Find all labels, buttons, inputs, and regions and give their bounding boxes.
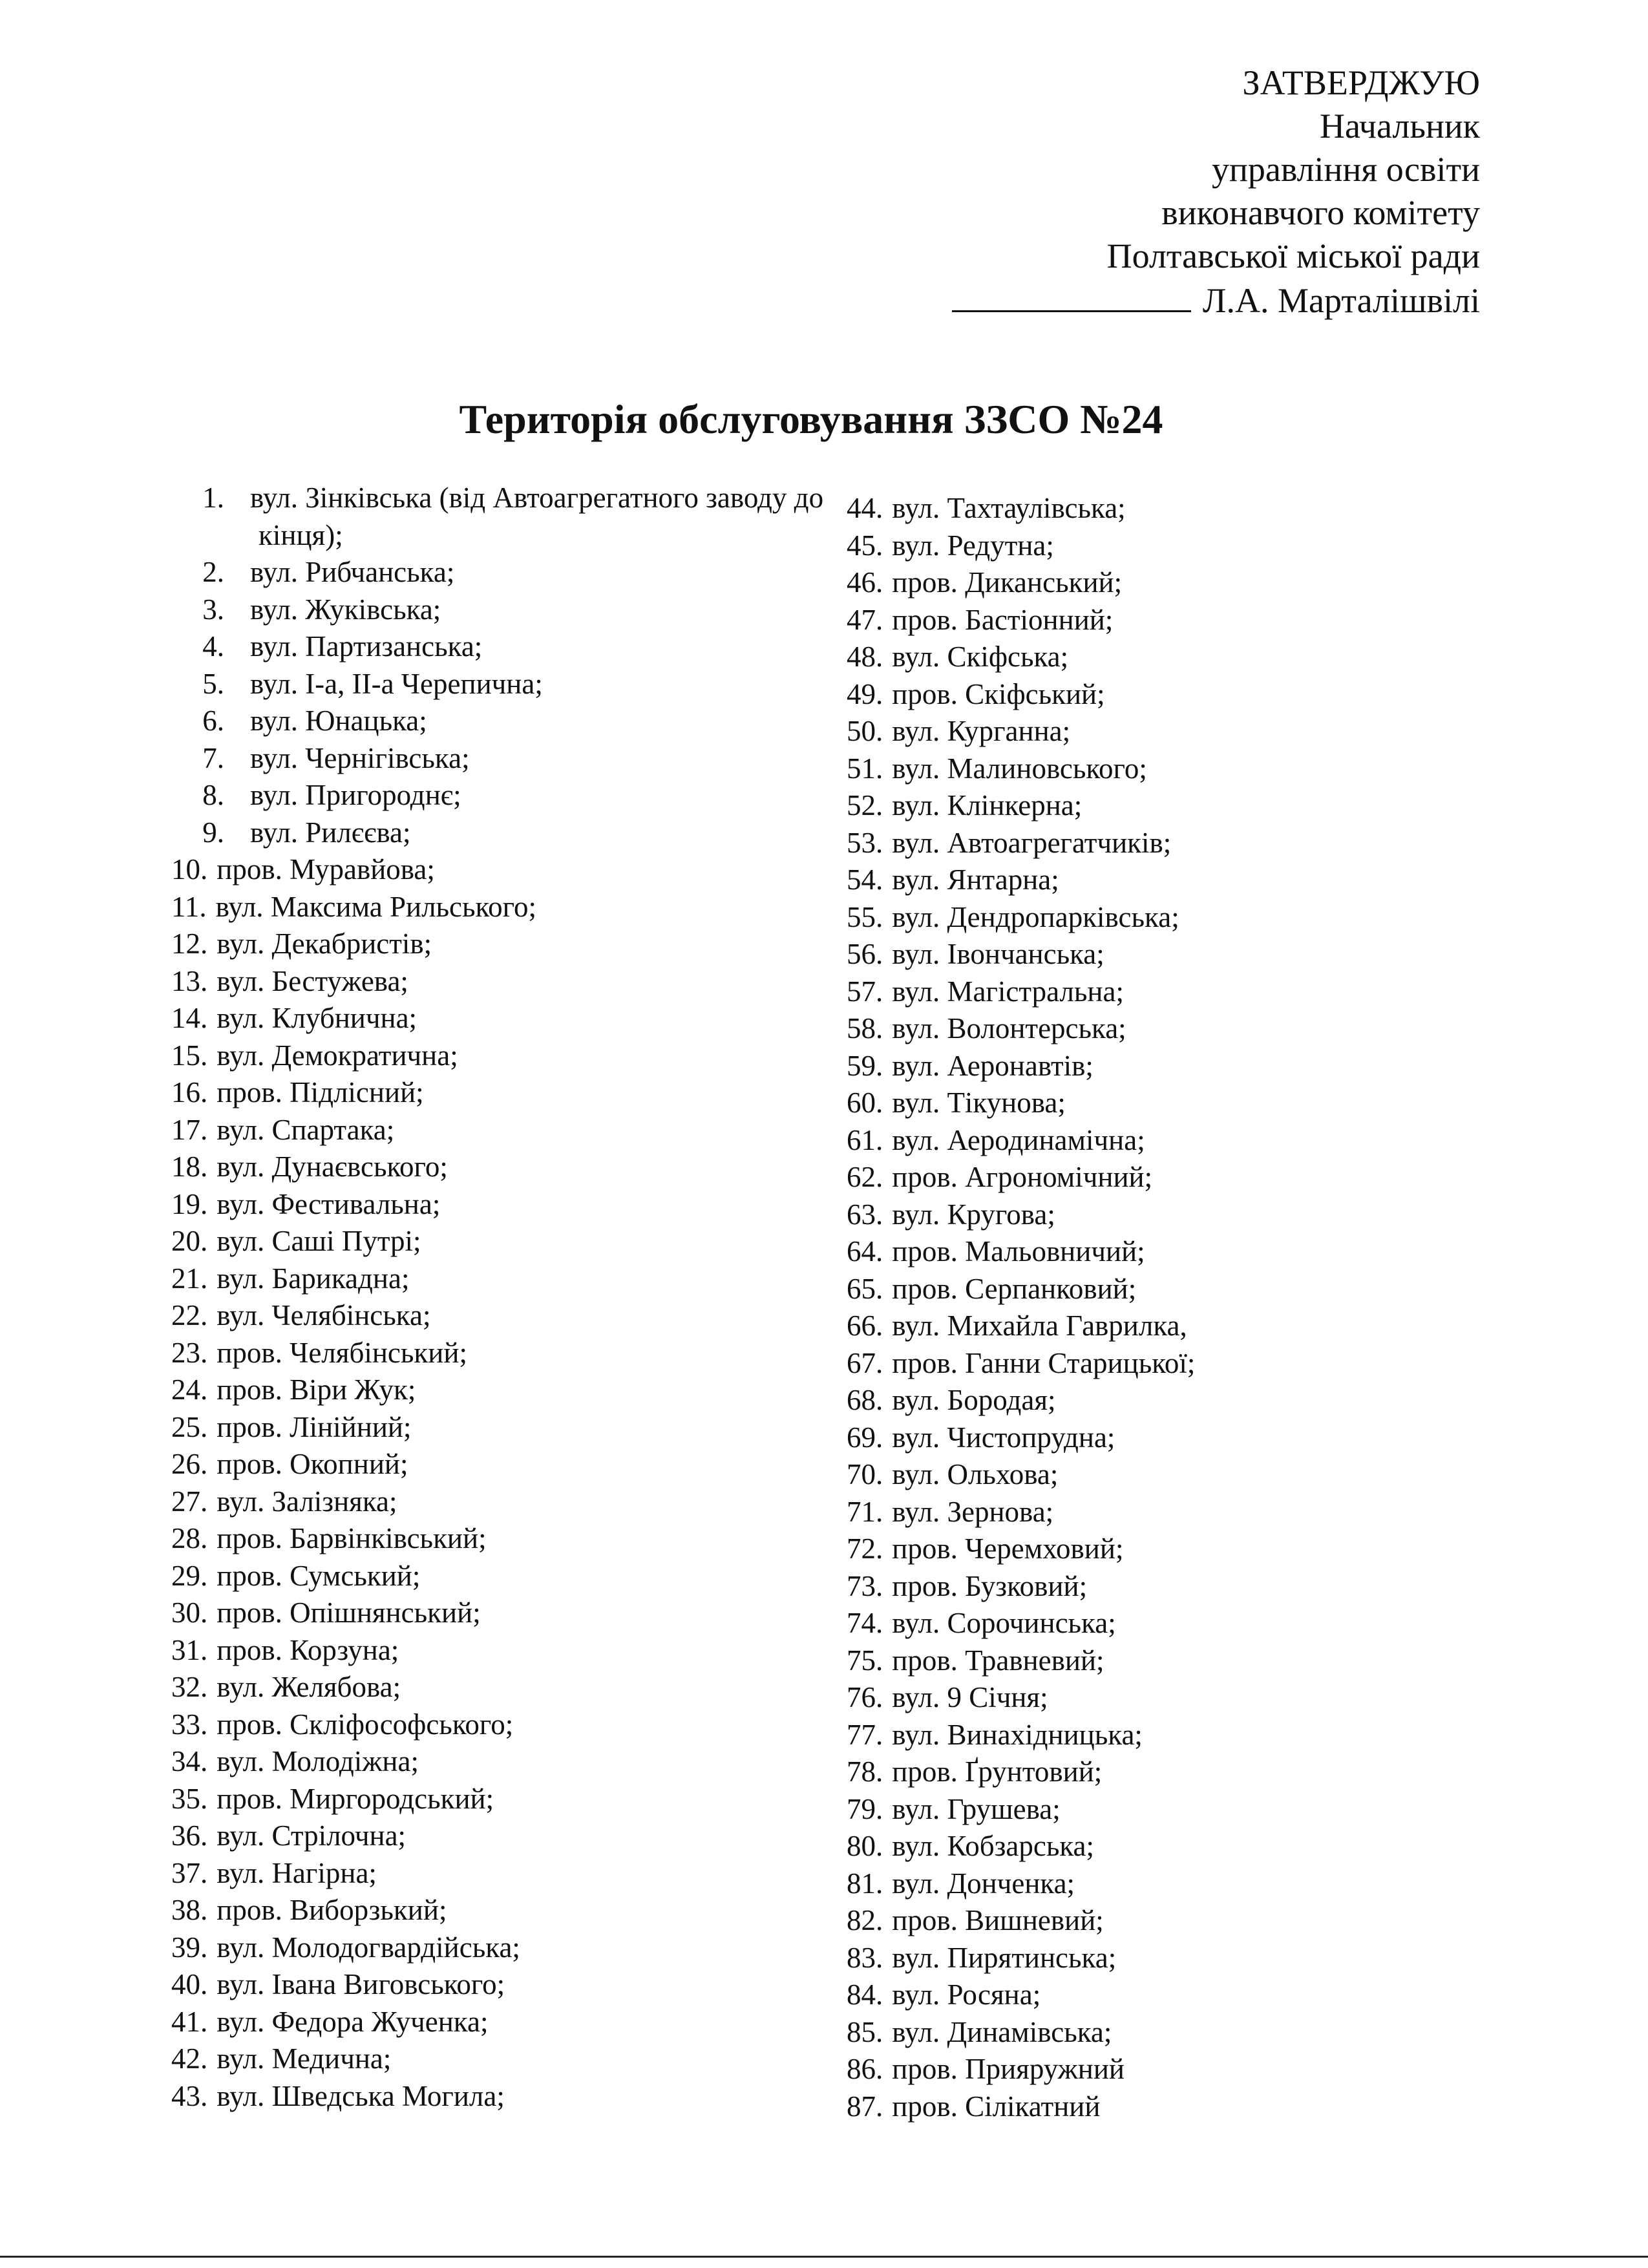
list-item: [171, 1186, 850, 1224]
list-item-street: пров. Мальовничий;: [892, 1235, 1145, 1267]
list-item-street: вул. Зернова;: [892, 1495, 1054, 1528]
list-item-number: 43.: [171, 2079, 208, 2112]
list-item-number: 17.: [171, 1113, 208, 1146]
list-item-street: пров. Корзуна;: [217, 1633, 399, 1666]
list-item: [847, 862, 1493, 899]
list-item-street: вул. Декабристів;: [217, 927, 432, 960]
list-item: [171, 851, 850, 889]
list-item: [847, 1642, 1493, 1680]
list-item-number: 83.: [847, 1941, 883, 1974]
list-item-number: 26.: [171, 1448, 208, 1480]
list-item-street: вул. Клінкерна;: [892, 789, 1083, 821]
list-item-street: вул. Івана Виговського;: [217, 1968, 505, 2000]
list-item-number: 81.: [847, 1867, 883, 1900]
street-list-right: [847, 490, 1493, 2125]
list-item-number: 22.: [171, 1299, 208, 1331]
list-item-street: вул. Федора Жученка;: [217, 2005, 489, 2038]
list-item-street: вул. Аеродинамічна;: [892, 1123, 1145, 1156]
list-item-street: пров. Челябінський;: [217, 1336, 467, 1369]
list-item-number: 77.: [847, 1718, 883, 1751]
list-item: [847, 1419, 1493, 1457]
list-item: [847, 527, 1493, 565]
list-item: [171, 1632, 850, 1669]
list-item-number: 63.: [847, 1198, 883, 1231]
list-item-street: вул. Автоагрегатчиків;: [892, 826, 1172, 859]
list-item: [847, 1791, 1493, 1828]
list-item-street: вул. Рилєєва;: [250, 816, 411, 849]
list-item: [171, 1074, 850, 1112]
list-item-street: вул. Бестужева;: [217, 964, 408, 997]
list-item-number: 58.: [847, 1012, 883, 1044]
list-item-street: пров. Лінійний;: [217, 1410, 412, 1443]
list-item-street: вул. Бородая;: [892, 1384, 1056, 1416]
list-item-number: 19.: [171, 1187, 208, 1220]
list-item-street: вул. 9 Січня;: [892, 1681, 1048, 1713]
list-item-number: 68.: [847, 1384, 883, 1416]
list-item-street: вул. Стрілочна;: [217, 1819, 407, 1852]
list-item: [847, 602, 1493, 639]
list-item-number: 50.: [847, 715, 883, 747]
list-item: [847, 1828, 1493, 1865]
list-item-number: 67.: [847, 1346, 883, 1379]
list-item-street: вул. Кругова;: [892, 1198, 1055, 1231]
list-item: [847, 2051, 1493, 2088]
list-item-number: 60.: [847, 1086, 883, 1119]
list-item-number: 9.: [202, 816, 224, 849]
list-item: [171, 480, 850, 554]
document-title: Територія обслуговування ЗЗСО №24: [459, 396, 1163, 442]
list-item: [171, 889, 850, 926]
list-item-number: 86.: [847, 2053, 883, 2085]
list-item-street: вул. Жуківська;: [250, 593, 441, 626]
list-item: [171, 1037, 850, 1075]
list-item-street: вул. Медична;: [217, 2042, 392, 2075]
list-item-street: пров. Барвінківський;: [217, 1522, 487, 1554]
list-item: [171, 703, 850, 740]
list-item: [171, 1335, 850, 1372]
list-item-number: 16.: [171, 1076, 208, 1108]
list-item: [171, 2078, 850, 2115]
list-item-number: 82.: [847, 1904, 883, 1936]
list-item-street: пров. Серпанковий;: [892, 1272, 1137, 1305]
approval-signer: Л.А. Марталішвілі: [1202, 281, 1480, 320]
list-item-street: вул. Желябова;: [217, 1671, 401, 1703]
list-item-number: 20.: [171, 1225, 208, 1257]
list-item: [171, 1149, 850, 1186]
list-item-street: пров. Ґрунтовий;: [892, 1755, 1103, 1788]
list-item-street: пров. Черемховий;: [892, 1532, 1124, 1565]
list-item-street: вул. І-а, ІІ-а Черепична;: [250, 667, 543, 700]
list-item-number: 84.: [847, 1978, 883, 2011]
list-item-number: 48.: [847, 641, 883, 673]
list-item-number: 40.: [171, 1968, 208, 2000]
list-item-number: 30.: [171, 1596, 208, 1629]
list-item-street: вул. Редутна;: [892, 529, 1054, 562]
list-item: [847, 787, 1493, 825]
list-item: [847, 2088, 1493, 2126]
list-item-street: пров. Сілікатний: [892, 2090, 1101, 2123]
list-item-number: 10.: [171, 853, 208, 885]
list-item-street: вул. Дунаєвського;: [217, 1150, 448, 1183]
list-item-number: 66.: [847, 1309, 883, 1342]
list-item: [171, 963, 850, 1001]
list-item-number: 2.: [202, 556, 224, 588]
list-item-street: вул. Сорочинська;: [892, 1607, 1116, 1639]
approval-position: Начальник: [1319, 107, 1480, 145]
list-item: [847, 2014, 1493, 2051]
list-item-street: пров. Віри Жук;: [217, 1373, 416, 1406]
list-item: [847, 1865, 1493, 1903]
list-item-number: 21.: [171, 1262, 208, 1295]
list-item: [847, 899, 1493, 937]
list-item-number: 29.: [171, 1559, 208, 1592]
list-item-street: пров. Скіфський;: [892, 677, 1105, 710]
list-item-street: пров. Травневий;: [892, 1644, 1104, 1677]
list-item-street: вул. Михайла Гаврилка,: [892, 1309, 1187, 1342]
list-item-number: 56.: [847, 938, 883, 970]
list-item: [171, 666, 850, 703]
list-item: [847, 1717, 1493, 1754]
list-item-street: вул. Тахтаулівська;: [892, 492, 1126, 524]
list-item-street: пров. Диканський;: [892, 566, 1123, 599]
street-list-left: [171, 480, 850, 2115]
page-bottom-rule: [0, 2256, 1648, 2258]
list-item-street: вул. Зінківська (від Автоагрегатного заводу до кінця);: [250, 482, 824, 551]
list-item-street: пров. Скліфософського;: [217, 1708, 514, 1741]
approval-signature-row: [704, 278, 1480, 323]
list-item: [847, 564, 1493, 602]
list-item: [847, 490, 1493, 527]
list-item: [171, 777, 850, 814]
list-item: [171, 1483, 850, 1521]
list-item: [171, 1446, 850, 1483]
list-item-street: пров. Агрономічний;: [892, 1161, 1153, 1193]
list-item: [847, 1196, 1493, 1234]
list-item-number: 70.: [847, 1458, 883, 1490]
list-item-number: 61.: [847, 1123, 883, 1156]
list-item-street: вул. Дендропарківська;: [892, 900, 1179, 933]
list-item: [171, 1372, 850, 1409]
list-item: [171, 591, 850, 629]
list-item: [847, 1048, 1493, 1085]
list-item-street: вул. Тікунова;: [892, 1086, 1066, 1119]
approval-block: [704, 61, 1480, 323]
list-item: [171, 1112, 850, 1149]
list-item-street: вул. Саші Путрі;: [217, 1225, 421, 1257]
list-item: [171, 1669, 850, 1706]
list-item: [847, 1940, 1493, 1977]
list-item-street: вул. Пригороднє;: [250, 779, 461, 811]
list-item-street: пров. Бузковий;: [892, 1569, 1088, 1602]
list-item-number: 44.: [847, 492, 883, 524]
list-item-street: вул. Максима Рильського;: [215, 890, 536, 923]
list-item-number: 6.: [202, 705, 224, 737]
list-item-street: вул. Спартака;: [217, 1113, 395, 1146]
list-item-number: 73.: [847, 1569, 883, 1602]
list-item-street: вул. Курганна;: [892, 715, 1071, 747]
list-item-street: пров. Окопний;: [217, 1448, 408, 1480]
list-item: [847, 676, 1493, 714]
list-item: [171, 1520, 850, 1558]
list-item: [847, 1085, 1493, 1122]
list-item-number: 14.: [171, 1002, 208, 1034]
list-item-street: пров. Бастіонний;: [892, 603, 1114, 636]
signature-line: [952, 278, 1191, 312]
list-item: [847, 1568, 1493, 1606]
list-item: [171, 1223, 850, 1260]
list-item-number: 27.: [171, 1485, 208, 1518]
list-item-number: 65.: [847, 1272, 883, 1305]
list-item-number: 15.: [171, 1039, 208, 1072]
list-item-number: 42.: [171, 2042, 208, 2075]
list-item: [171, 1558, 850, 1595]
list-item: [171, 1818, 850, 1855]
list-item: [171, 1260, 850, 1298]
list-item: [171, 554, 850, 591]
list-item-number: 32.: [171, 1671, 208, 1703]
list-item: [171, 1929, 850, 1967]
list-item: [847, 713, 1493, 750]
list-item-street: пров. Підлісний;: [217, 1076, 424, 1108]
list-item-street: вул. Молодіжна;: [217, 1745, 419, 1777]
list-item-number: 85.: [847, 2015, 883, 2048]
list-item: [847, 1977, 1493, 2014]
approval-department: управління освіти: [1211, 150, 1480, 189]
list-item-number: 11.: [171, 890, 207, 923]
list-item-street: вул. Фестивальна;: [217, 1187, 441, 1220]
list-item-number: 59.: [847, 1049, 883, 1082]
list-item-street: вул. Чернігівська;: [250, 741, 470, 774]
list-item: [847, 1345, 1493, 1383]
list-item-number: 46.: [847, 566, 883, 599]
list-item-street: вул. Винахідницька;: [892, 1718, 1143, 1751]
list-item-number: 74.: [847, 1607, 883, 1639]
list-item-street: вул. Донченка;: [892, 1867, 1075, 1900]
list-item-street: вул. Клубнична;: [217, 1002, 417, 1034]
list-item-number: 75.: [847, 1644, 883, 1677]
approval-heading: ЗАТВЕРДЖУЮ: [1242, 63, 1480, 102]
list-item: [847, 1902, 1493, 1940]
list-item-number: 3.: [202, 593, 224, 626]
list-item: [171, 1409, 850, 1447]
list-item: [171, 740, 850, 778]
list-item-number: 87.: [847, 2090, 883, 2123]
list-item-street: вул. Росяна;: [892, 1978, 1041, 2011]
list-item: [171, 2004, 850, 2041]
list-item-street: пров. Виборзький;: [217, 1894, 447, 1926]
list-item-number: 45.: [847, 529, 883, 562]
list-item: [847, 750, 1493, 788]
list-item-street: вул. Динамівська;: [892, 2015, 1112, 2048]
list-item-number: 79.: [847, 1792, 883, 1825]
list-item-number: 72.: [847, 1532, 883, 1565]
list-item-street: пров. Прияружний: [892, 2053, 1125, 2085]
list-item-number: 52.: [847, 789, 883, 821]
list-item-number: 80.: [847, 1830, 883, 1862]
list-item-street: вул. Челябінська;: [217, 1299, 431, 1331]
list-item-street: вул. Кобзарська;: [892, 1830, 1095, 1862]
list-item: [847, 1494, 1493, 1531]
list-item: [171, 1743, 850, 1781]
list-item-street: пров. Сумський;: [217, 1559, 421, 1592]
list-item: [847, 639, 1493, 676]
list-item-street: вул. Рибчанська;: [250, 556, 455, 588]
list-item: [171, 628, 850, 666]
list-item: [847, 1159, 1493, 1196]
list-item-number: 8.: [202, 779, 224, 811]
list-item-number: 36.: [171, 1819, 208, 1852]
list-item: [171, 1781, 850, 1818]
list-item: [847, 1754, 1493, 1791]
list-item-street: вул. Нагірна;: [217, 1856, 377, 1889]
list-item: [171, 926, 850, 963]
list-item-number: 53.: [847, 826, 883, 859]
list-item-number: 35.: [171, 1782, 208, 1815]
list-item: [171, 1966, 850, 2004]
list-item: [171, 814, 850, 852]
list-item-number: 25.: [171, 1410, 208, 1443]
list-item-street: вул. Янтарна;: [892, 864, 1059, 896]
list-item-number: 47.: [847, 603, 883, 636]
list-item-number: 64.: [847, 1235, 883, 1267]
list-item: [171, 1892, 850, 1929]
list-item-number: 54.: [847, 864, 883, 896]
list-item-street: вул. Грушева;: [892, 1792, 1061, 1825]
list-item-street: пров. Опішнянський;: [217, 1596, 481, 1629]
list-item-number: 1.: [202, 482, 224, 514]
list-item-street: вул. Залізняка;: [217, 1485, 397, 1518]
list-item-street: вул. Шведська Могила;: [217, 2079, 505, 2112]
list-item: [847, 1382, 1493, 1419]
list-item-number: 71.: [847, 1495, 883, 1528]
list-item-street: вул. Малиновського;: [892, 752, 1147, 785]
list-item-street: вул. Скіфська;: [892, 641, 1069, 673]
list-item: [847, 1456, 1493, 1494]
list-item: [847, 1531, 1493, 1568]
list-item-street: вул. Юнацька;: [250, 705, 427, 737]
list-item: [847, 1010, 1493, 1048]
list-item-street: пров. Вишневий;: [892, 1904, 1104, 1936]
list-item-street: вул. Волонтерська;: [892, 1012, 1126, 1044]
list-item-number: 4.: [202, 630, 224, 662]
list-item-street: вул. Чистопрудна;: [892, 1421, 1115, 1454]
list-item-number: 5.: [202, 667, 224, 700]
list-item: [171, 1595, 850, 1632]
list-item-number: 33.: [171, 1708, 208, 1741]
list-item-street: вул. Партизанська;: [250, 630, 483, 662]
list-item-number: 78.: [847, 1755, 883, 1788]
list-item-street: вул. Івончанська;: [892, 938, 1104, 970]
list-item: [847, 1679, 1493, 1717]
list-item-street: вул. Ольхова;: [892, 1458, 1059, 1490]
list-item-number: 7.: [202, 741, 224, 774]
list-item: [171, 2040, 850, 2078]
list-item-number: 38.: [171, 1894, 208, 1926]
list-item-number: 31.: [171, 1633, 208, 1666]
list-item-street: пров. Муравйова;: [217, 853, 435, 885]
list-item-number: 76.: [847, 1681, 883, 1713]
list-item-number: 39.: [171, 1931, 208, 1964]
list-item-number: 62.: [847, 1161, 883, 1193]
list-item: [847, 1605, 1493, 1642]
list-item-number: 49.: [847, 677, 883, 710]
list-item-number: 28.: [171, 1522, 208, 1554]
list-item-number: 51.: [847, 752, 883, 785]
list-item-street: вул. Аеронавтів;: [892, 1049, 1093, 1082]
list-item: [171, 1000, 850, 1037]
list-item-street: вул. Демократична;: [217, 1039, 458, 1072]
list-item-street: пров. Ганни Старицької;: [892, 1346, 1196, 1379]
list-item: [171, 1706, 850, 1744]
list-item: [847, 825, 1493, 862]
list-item-number: 18.: [171, 1150, 208, 1183]
list-item: [171, 1297, 850, 1335]
list-item: [847, 973, 1493, 1011]
list-item-street: вул. Пирятинська;: [892, 1941, 1117, 1974]
list-item-number: 57.: [847, 975, 883, 1008]
list-item: [847, 1122, 1493, 1160]
list-item: [847, 1308, 1493, 1345]
list-item-street: пров. Миргородський;: [217, 1782, 494, 1815]
list-item: [847, 936, 1493, 973]
list-item-street: вул. Барикадна;: [217, 1262, 410, 1295]
list-item: [847, 1233, 1493, 1271]
list-item-street: вул. Магістральна;: [892, 975, 1124, 1008]
list-item-number: 24.: [171, 1373, 208, 1406]
list-item-number: 69.: [847, 1421, 883, 1454]
list-item-number: 13.: [171, 964, 208, 997]
list-item-number: 55.: [847, 900, 883, 933]
list-item-number: 34.: [171, 1745, 208, 1777]
list-item-number: 37.: [171, 1856, 208, 1889]
list-item: [847, 1271, 1493, 1308]
list-item-street: вул. Молодогвардійська;: [217, 1931, 520, 1964]
approval-council: Полтавської міської ради: [1106, 237, 1480, 275]
approval-committee: виконавчого комітету: [1161, 193, 1480, 232]
list-item-number: 41.: [171, 2005, 208, 2038]
list-item-number: 12.: [171, 927, 208, 960]
list-item-number: 23.: [171, 1336, 208, 1369]
list-item: [171, 1855, 850, 1892]
